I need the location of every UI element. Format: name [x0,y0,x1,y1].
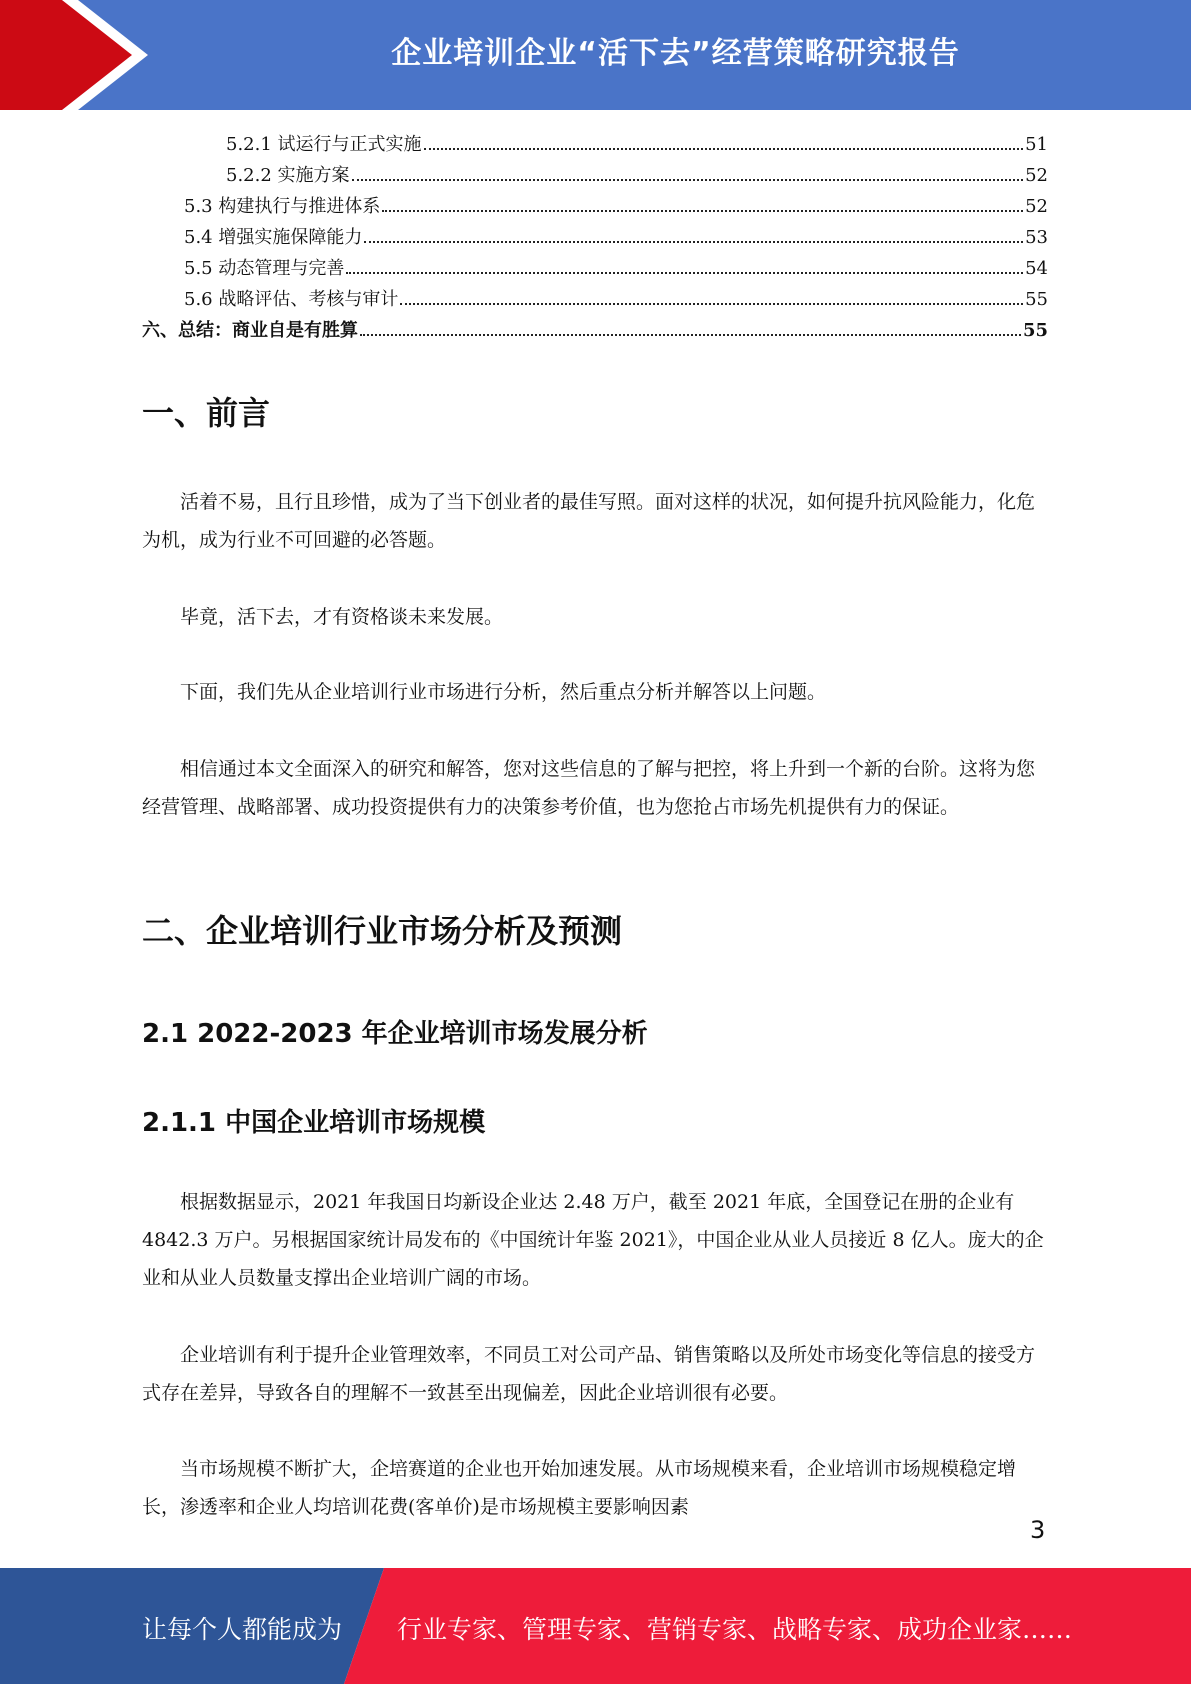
page-number: 3 [1030,1516,1046,1544]
toc-leader-dots [346,271,1023,274]
toc-entry[interactable] [142,161,1048,192]
toc-entry-page: 55 [1025,289,1048,310]
toc-entry[interactable] [142,254,1048,285]
toc-leader-dots [400,302,1023,305]
section-heading-market-analysis: 二、企业培训行业市场分析及预测 [142,912,623,950]
body-paragraph: 毕竟，活下去，才有资格谈未来发展。 [180,606,504,628]
toc-entry-title: 六、总结：商业自是有胜算 [142,320,358,341]
toc-leader-dots [382,209,1023,212]
page-footer [0,1568,1191,1684]
footer-slogan-left: 让每个人都能成为 [142,1615,343,1644]
toc-entry-page: 52 [1025,165,1048,186]
toc-entry[interactable] [142,285,1048,316]
report-title: 企业培训企业“活下去”经营策略研究报告 [391,36,960,71]
body-paragraph: 下面，我们先从企业培训行业市场进行分析，然后重点分析并解答以上问题。 [180,681,827,703]
section-heading-preface: 一、前言 [142,394,271,432]
body-paragraph: 活着不易，且行且珍惜，成为了当下创业者的最佳写照。面对这样的状况，如何提升抗风险能力，化危为机，成为行业不可回避的必答题。 [142,491,1036,551]
toc-entry-title: 5.5 动态管理与完善 [184,258,345,279]
toc-entry[interactable] [142,192,1048,223]
toc-entry-title: 5.2.2 实施方案 [226,165,350,186]
footer-slogan-right: 行业专家、管理专家、营销专家、战略专家、成功企业家…… [397,1615,1073,1644]
toc-entry-page: 53 [1025,227,1048,248]
body-paragraph: 企业培训有利于提升企业管理效率，不同员工对公司产品、销售策略以及所处市场变化等信息的接受方式存在差异，导致各自的理解不一致甚至出现偏差，因此企业培训很有必要。 [142,1344,1036,1404]
toc-leader-dots [424,147,1024,150]
body-paragraph: 相信通过本文全面深入的研究和解答，您对这些信息的了解与把控，将上升到一个新的台阶。这将为您经营管理、战略部署、成功投资提供有力的决策参考价值，也为您抢占市场先机提供有力的保证。 [142,758,1036,818]
toc-entry[interactable] [142,130,1048,161]
toc-entry[interactable] [142,223,1048,254]
toc-entry-title: 5.2.1 试运行与正式实施 [226,134,422,155]
toc-entry-page: 55 [1022,320,1048,341]
toc-entry-title: 5.6 战略评估、考核与审计 [184,289,399,310]
body-paragraph: 当市场规模不断扩大，企培赛道的企业也开始加速发展。从市场规模来看，企业培训市场规模稳定增长，渗透率和企业人均培训花费(客单价)是市场规模主要影响因素 [142,1458,1017,1518]
toc-leader-dots [352,178,1024,181]
subsection-heading: 2.1.1 中国企业培训市场规模 [142,1108,486,1138]
toc-entry-page: 54 [1025,258,1048,279]
table-of-contents [142,130,1048,347]
page-header [0,0,1191,110]
toc-entry-title: 5.4 增强实施保障能力 [184,227,363,248]
toc-entry[interactable] [142,316,1048,347]
toc-entry-page: 51 [1025,134,1048,155]
toc-entry-page: 52 [1025,196,1048,217]
subsection-heading: 2.1 2022-2023 年企业培训市场发展分析 [142,1019,648,1049]
toc-leader-dots [364,240,1023,243]
body-paragraph: 根据数据显示，2021 年我国日均新设企业达 2.48 万户，截至 2021 年底，全国登记在册的企业有 4842.3 万户。另根据国家统计局发布的《中国统计年鉴 2021》，中国企业从业人员接近 8 亿人。庞大的企业和从业人员数量支撑出企业培训广阔的市场。 [142,1191,1044,1289]
toc-entry-title: 5.3 构建执行与推进体系 [184,196,381,217]
toc-leader-dots [360,333,1021,336]
